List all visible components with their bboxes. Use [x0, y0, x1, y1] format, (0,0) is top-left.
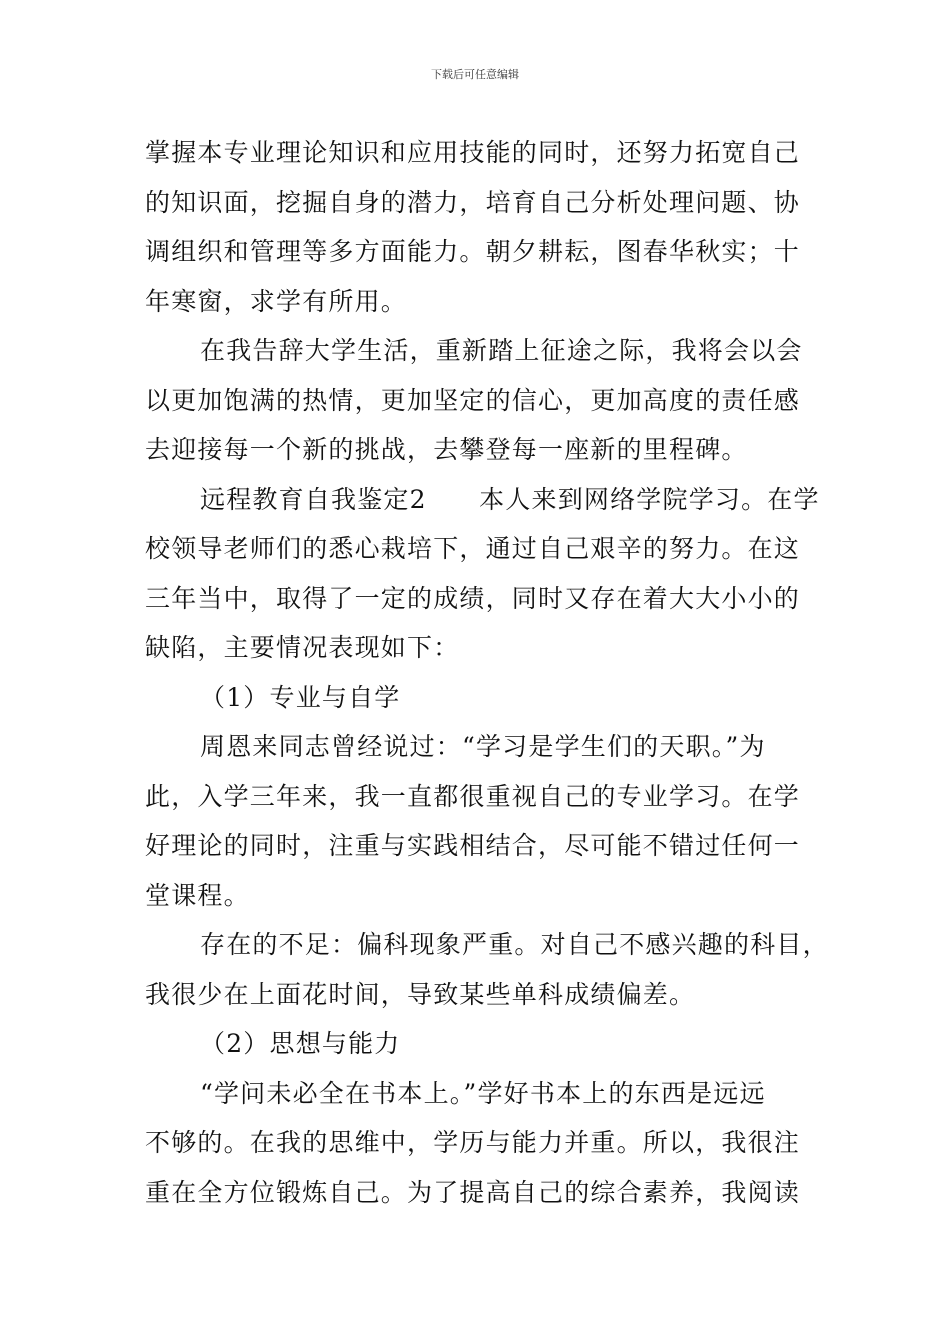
document-body	[145, 128, 829, 1217]
text-line: 存在的不足：偏科现象严重。对自己不感兴趣的科目，	[200, 930, 829, 959]
text-line: 调组织和管理等多方面能力。朝夕耕耘，图春华秋实；十	[145, 237, 801, 266]
header-note: 下载后可任意编辑	[431, 68, 519, 81]
text-line: 此，入学三年来，我一直都很重视自己的专业学习。在学	[145, 781, 801, 811]
text-line: “学问未必全在书本上。”学好书本上的东西是远远	[200, 1078, 766, 1108]
section-heading: （2）思想与能力	[200, 1029, 401, 1058]
text-line: 的知识面，挖掘自身的潜力，培育自己分析处理问题、协	[145, 187, 801, 217]
text-line: 周恩来同志曾经说过：“学习是学生们的天职。”为	[200, 732, 766, 761]
text-line: 好理论的同时，注重与实践相结合，尽可能不错过任何一	[145, 831, 801, 860]
text-line: 堂课程。	[145, 880, 250, 910]
section-heading: （1）专业与自学	[200, 682, 401, 712]
text-line: 去迎接每一个新的挑战，去攀登每一座新的里程碑。	[145, 435, 748, 464]
text-line: 校领导老师们的悉心栽培下，通过自己艰辛的努力。在这	[145, 534, 801, 563]
text-line: 年寒窗，求学有所用。	[145, 286, 408, 316]
text-line: 以更加饱满的热情，更加坚定的信心，更加高度的责任感	[145, 385, 801, 415]
text-line: 我很少在上面花时间，导致某些单科成绩偏差。	[145, 979, 696, 1009]
text-line: 远程教育自我鉴定2 本人来到网络学院学习。在学	[200, 484, 820, 514]
text-line: 重在全方位锻炼自己。为了提高自己的综合素养，我阅读	[145, 1177, 801, 1207]
text-line: 缺陷，主要情况表现如下：	[145, 633, 460, 662]
text-line: 三年当中，取得了一定的成绩，同时又存在着大大小小的	[145, 583, 801, 613]
text-line: 不够的。在我的思维中，学历与能力并重。所以，我很注	[145, 1128, 801, 1157]
text-line: 在我告辞大学生活，重新踏上征途之际，我将会以会	[200, 336, 803, 365]
text-line: 掌握本专业理论知识和应用技能的同时，还努力拓宽自己	[145, 138, 801, 167]
